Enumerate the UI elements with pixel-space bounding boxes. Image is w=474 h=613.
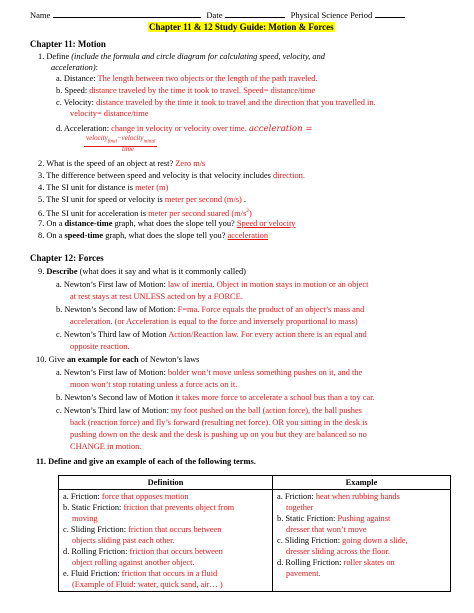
q10a-answer: bolder won’t move unless something pushes on it, and the xyxy=(167,368,363,377)
term-definition: friction that occurs between xyxy=(129,547,223,556)
q1c-answer-2: velocity= distance/time xyxy=(70,109,149,118)
num-v2: −velocity xyxy=(116,134,144,142)
acceleration-formula-lhs: acceleration = xyxy=(248,124,313,134)
q5-text: 5. The SI unit for speed or velocity is xyxy=(38,195,165,204)
q9-prefix: 9. xyxy=(38,267,47,276)
term-example-cont: dresser sliding across the floor. xyxy=(286,547,390,556)
q5-period: . xyxy=(241,195,247,204)
period-blank[interactable] xyxy=(375,17,405,18)
q3-answer: direction. xyxy=(273,171,305,180)
term-label: d. Rolling Friction: xyxy=(63,547,130,556)
example-cell xyxy=(273,490,451,592)
term-definition: force that opposes motion xyxy=(101,492,189,501)
q10a xyxy=(56,367,362,378)
term-example: going down a slide, xyxy=(342,536,408,545)
q1a-distance xyxy=(56,73,318,84)
def-row-2 xyxy=(63,524,268,535)
q1-prefix: 1. Define xyxy=(38,52,72,61)
q9c-answer: Action/Reaction law. For every action there is an equal and xyxy=(168,330,367,339)
term-example-cont: dresser that won’t move xyxy=(286,525,367,534)
q10-prefix: 10. Give xyxy=(36,355,67,364)
term-label: b. Static Friction: xyxy=(63,503,124,512)
term-label: e. Fluid Friction: xyxy=(63,569,122,578)
term-definition: friction that prevents object from xyxy=(123,503,235,512)
term-example: Pushing against xyxy=(337,514,391,523)
example-label: a. Friction: xyxy=(277,492,316,501)
q9a-answer-2: at rest stays at rest UNLESS acted on by a FORCE. xyxy=(70,292,243,301)
def-row-1 xyxy=(63,502,268,513)
q2-answer: Zero m/s xyxy=(175,159,206,168)
table-row xyxy=(59,490,451,592)
formula-numerator xyxy=(84,134,157,147)
term-definition-cont: (Example of Fluid: water, quick sand, air… ) xyxy=(72,580,223,589)
q10c-label: c. Newton’s Third law of Motion: xyxy=(56,406,171,415)
ex-row-1 xyxy=(277,513,446,524)
question-3 xyxy=(38,170,305,181)
q9b-answer: F=ma. Force equals the product of an object’s mass and xyxy=(177,305,365,314)
q8-prefix: 8. On a xyxy=(38,231,65,240)
q7-answer: Speed or velocity xyxy=(236,219,296,228)
q9c-label: c. Newton’s Third law of Motion xyxy=(56,330,169,339)
name-label: Name xyxy=(30,10,51,20)
example-label: d. Rolling Friction: xyxy=(277,558,344,567)
q10c-answer-2: back (reaction force) and fly’s forward (resulting net force). OR you sitting in the desk is xyxy=(70,418,368,427)
q6-text: 6. The SI unit for acceleration is xyxy=(38,208,149,218)
def-row-4 xyxy=(63,568,268,579)
question-2 xyxy=(38,158,205,169)
q1d-answer: change in velocity or velocity over time. xyxy=(111,124,249,133)
def-row-3 xyxy=(63,546,268,557)
q10c-answer: my foot pushed on the ball (action force), the ball pushes xyxy=(171,406,362,415)
question-10 xyxy=(36,354,199,365)
q5-answer: meter per second (m/s) xyxy=(164,195,242,204)
q9b-label: b. Newton’s Second law of Motion: xyxy=(56,305,178,314)
q1a-label: a. Distance: xyxy=(56,74,98,83)
date-blank[interactable] xyxy=(225,17,285,18)
q10a-label: a. Newton’s First law of Motion: xyxy=(56,368,168,377)
question-5 xyxy=(38,194,246,205)
q10b-answer: it takes more force to accelerate a school bus than a toy car. xyxy=(175,393,375,402)
ex-row-0 xyxy=(277,491,446,502)
q6-close: ) xyxy=(248,208,252,218)
q9a xyxy=(56,279,368,290)
question-11: 11. Define and give an example of each of the following terms. xyxy=(36,457,256,466)
term-definition-cont: objects sliding past each other. xyxy=(72,536,175,545)
header-line xyxy=(30,10,405,20)
num-v1: velocity xyxy=(86,134,108,142)
q3-text: 3. The difference between speed and velocity is that velocity includes xyxy=(38,171,274,180)
q1-instructions-2: acceleration) xyxy=(51,63,96,72)
term-example: heat when rubbing hands xyxy=(315,492,400,501)
q1b-speed xyxy=(56,85,315,96)
q1-colon: : xyxy=(95,63,98,72)
q9b xyxy=(56,304,364,315)
question-7 xyxy=(38,218,295,229)
q9a-answer: law of inertia. Object in motion stays in motion or an object xyxy=(167,280,369,289)
term-definition: friction that occurs in a fluid xyxy=(121,569,218,578)
question-8 xyxy=(38,230,268,241)
ex-row-3 xyxy=(277,557,446,568)
question-9 xyxy=(38,266,246,277)
name-blank[interactable] xyxy=(53,17,201,18)
question-1 xyxy=(38,51,325,62)
q4-text: 4. The SI unit for distance is xyxy=(38,183,136,192)
example-label: c. Sliding Friction: xyxy=(277,536,343,545)
q6-answer: meter per second suared (m/s xyxy=(148,208,247,218)
term-example-cont: pavement. xyxy=(286,569,321,578)
q4-answer: meter (m) xyxy=(135,183,169,192)
term-example: roller skates on xyxy=(343,558,395,567)
terms-table xyxy=(58,475,451,592)
q10b xyxy=(56,392,375,403)
q1c-velocity xyxy=(56,97,376,108)
q7-prefix: 7. On a xyxy=(38,219,65,228)
formula-denominator: time xyxy=(122,145,135,153)
q6-superscript: 2 xyxy=(246,208,249,214)
q7-bold: distance-time xyxy=(64,219,113,228)
q1c-label: c. Velocity: xyxy=(56,98,97,107)
chapter-12-heading: Chapter 12: Forces xyxy=(30,253,104,263)
table-header-row xyxy=(59,476,451,490)
q10-text: of Newton’s laws xyxy=(138,355,200,364)
definition-header: Definition xyxy=(59,476,273,490)
term-label: c. Sliding Friction: xyxy=(63,525,129,534)
example-label: b. Static Friction: xyxy=(277,514,338,523)
definition-cell xyxy=(59,490,273,592)
q8-text: graph, what does the slope tell you? xyxy=(103,231,228,240)
q8-answer: acceleration xyxy=(227,231,269,240)
chapter-11-heading: Chapter 11: Motion xyxy=(30,39,106,49)
question-6 xyxy=(38,206,252,219)
q10c-answer-4: CHANGE in motion. xyxy=(70,442,142,451)
term-example-cont: together xyxy=(286,503,314,512)
question-1-cont xyxy=(51,62,98,73)
term-definition: friction that occurs between xyxy=(128,525,222,534)
example-header: Example xyxy=(273,476,451,490)
term-label: a. Friction: xyxy=(63,492,102,501)
q10a-answer-2: moon won’t stop rotating unless a force acts on it. xyxy=(70,380,238,389)
period-label: Physical Science Period xyxy=(290,10,373,20)
ex-row-2 xyxy=(277,535,446,546)
q8-bold: speed-time xyxy=(64,231,104,240)
q1c-answer: distance traveled by the time it took to travel and the direction that you travelled in. xyxy=(96,98,376,107)
q9-text: (what does it say and what is it commonly called) xyxy=(77,267,246,276)
q1-instructions: (include the formula and circle diagram for calculating speed, velocity, and xyxy=(71,52,325,61)
q10b-label: b. Newton’s Second law of Motion xyxy=(56,393,176,402)
term-definition-cont: moving xyxy=(72,514,98,523)
q1a-answer: The length between two objects or the length of the path traveled. xyxy=(97,74,318,83)
q7-text: graph, what does the slope tell you? xyxy=(112,219,237,228)
q9-bold: Describe xyxy=(46,267,78,276)
q10c-answer-3: pushing down on the desk and the desk is pushing up on you but they are balanced so no xyxy=(70,430,367,439)
q9a-label: a. Newton’s First law of Motion: xyxy=(56,280,168,289)
page-title: Chapter 11 & 12 Study Guide: Motion & Forces xyxy=(149,22,334,32)
q1b-label: b. Speed: xyxy=(56,86,90,95)
q9b-answer-2: acceleration. (or Acceleration is equal to the force and inversely proportional to mass) xyxy=(70,317,358,326)
q10c xyxy=(56,405,362,416)
q1d-label: d. Acceleration: xyxy=(56,124,112,133)
def-row-0 xyxy=(63,491,268,502)
question-4 xyxy=(38,182,168,193)
num-sub-final: final xyxy=(107,139,117,145)
q9c-answer-2: opposite reaction. xyxy=(70,342,130,351)
term-definition-cont: object rolling against another object. xyxy=(72,558,195,567)
q10-bold: an example for each xyxy=(66,355,139,364)
q1b-answer: distance traveled by the time it took to travel. Speed= distance/time xyxy=(89,86,316,95)
num-sub-initial: initial xyxy=(143,139,156,145)
q2-text: 2. What is the speed of an object at rest? xyxy=(38,159,176,168)
q9c xyxy=(56,329,367,340)
date-label: Date xyxy=(206,10,223,20)
